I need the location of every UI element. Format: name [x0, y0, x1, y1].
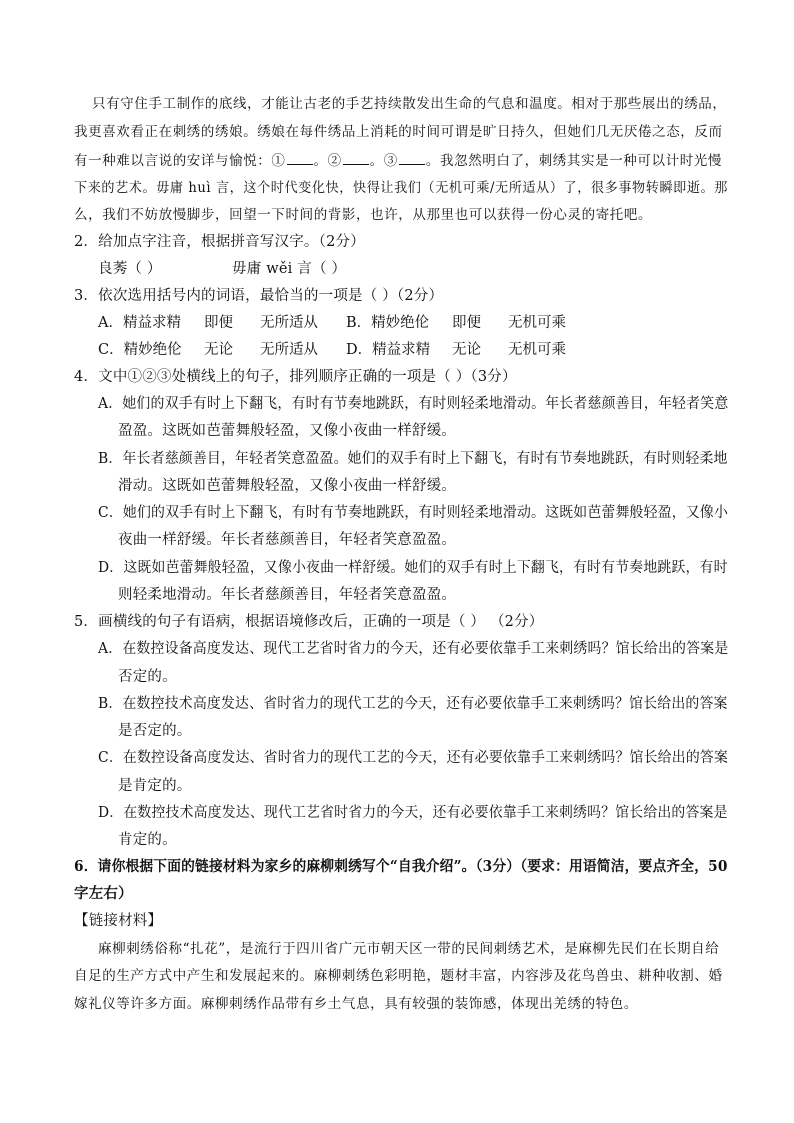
passage-line-3-part-b: 。②	[313, 153, 342, 169]
q4-option-a-line-1: A．她们的双手有时上下翻飞，有时有节奏地跳跃，有时则轻柔地滑动。年长者慈颜善目，年轻者笑意	[98, 396, 729, 412]
q5-option-a-line-1: A．在数控设备高度发达、现代工艺省时省力的今天，还有必要依靠手工来刺绣吗？馆长给出的答案是	[98, 641, 729, 657]
q3-option-c-word2: 无论	[204, 342, 233, 358]
q5-option-b-line-2: 是否定的。	[118, 723, 192, 739]
q3-option-a-word1: A．精益求精	[98, 315, 181, 331]
q3-stem: 3．依次选用括号内的词语，最恰当的一项是（ ）（2分）	[74, 288, 444, 304]
q3-option-c-word3: 无所适从	[260, 342, 318, 358]
q4-stem: 4．文中①②③处横线上的句子，排列顺序正确的一项是（ ）（3分）	[74, 369, 517, 385]
passage-line-3-part-d: 。我忽然明白了，刺绣其实是一种可以计时光慢	[425, 153, 723, 169]
q5-option-d-line-1: D．在数控技术高度发达、现代工艺省时省力的今天，还有必要依靠手工来刺绣吗？馆长给出的答案是	[98, 805, 728, 821]
q4-option-a-line-2: 盈盈。这既如芭蕾舞般轻盈，又像小夜曲一样舒缓。	[118, 423, 457, 439]
q2-item-2: 毋庸 wěi 言（ ）	[232, 261, 347, 277]
q4-option-b-line-2: 滑动。这既如芭蕾舞般轻盈，又像小夜曲一样舒缓。	[118, 478, 457, 494]
q3-option-d-word1: D．精益求精	[346, 342, 431, 358]
q5-option-c-line-2: 是肯定的。	[118, 778, 192, 794]
passage-line-5: 么，我们不妨放慢脚步，回望一下时间的背影，也许，从那里也可以获得一份心灵的寄托吧。	[74, 207, 653, 223]
q3-option-a-word2: 即便	[204, 315, 233, 331]
q2-stem: 2．给加点字注音，根据拼音写汉字。（2分）	[74, 234, 365, 250]
q2-item-1: 良莠（ ）	[98, 261, 162, 277]
passage-line-3-part-c: 。③	[369, 153, 398, 169]
q4-option-d-line-1: D．这既如芭蕾舞般轻盈，又像小夜曲一样舒缓。她们的双手有时上下翻飞，有时有节奏地跳跃，有时	[98, 560, 728, 576]
material-line-3: 嫁礼仪等许多方面。麻柳刺绣作品带有乡土气息，具有较强的装饰感，体现出羌绣的特色。	[74, 996, 638, 1012]
q5-option-c-line-1: C．在数控设备高度发达、省时省力的现代工艺的今天，还有必要依靠手工来刺绣吗？馆长给出的答案	[98, 750, 729, 766]
material-title: 【链接材料】	[74, 913, 163, 929]
q4-option-d-line-2: 则轻柔地滑动。年长者慈颜善目，年轻者笑意盈盈。	[118, 587, 457, 603]
q5-stem: 5．画横线的句子有语病，根据语境修改后，正确的一项是（ ） （2分）	[74, 614, 544, 630]
q3-option-b-word3: 无机可乘	[508, 315, 566, 331]
material-line-1: 麻柳刺绣俗称“扎花”，是流行于四川省广元市朝天区一带的民间刺绣艺术，是麻柳先民们在长期自给	[98, 941, 720, 957]
q4-option-c-line-2: 夜曲一样舒缓。年长者慈颜善目，年轻者笑意盈盈。	[118, 532, 457, 548]
q5-option-b-line-1: B．在数控技术高度发达、省时省力的现代工艺的今天，还有必要依靠手工来刺绣吗？馆长给出的答案	[98, 696, 728, 712]
q3-option-a-word3: 无所适从	[260, 315, 318, 331]
passage-line-1: 只有守住手工制作的底线，才能让古老的手艺持续散发出生命的气息和温度。相对于那些展出的绣品，	[92, 96, 727, 112]
material-line-2: 自足的生产方式中产生和发展起来的。麻柳刺绣色彩明艳，题材丰富，内容涉及花鸟兽虫、耕种收割、婚	[74, 968, 723, 984]
q3-option-d-word2: 无论	[452, 342, 481, 358]
blank-2	[343, 150, 369, 165]
q4-option-c-line-1: C．她们的双手有时上下翻飞，有时有节奏地跳跃，有时则轻柔地滑动。这既如芭蕾舞般轻盈，又像小	[98, 505, 729, 521]
passage-line-3-part-a: 有一种难以言说的安详与愉悦：①	[74, 153, 286, 169]
q4-option-b-line-1: B．年长者慈颜善目，年轻者笑意盈盈。她们的双手有时上下翻飞，有时有节奏地跳跃，有时则轻柔地	[98, 451, 728, 467]
q3-option-d-word3: 无机可乘	[508, 342, 566, 358]
passage-line-4: 下来的艺术。毋庸 huì 言，这个时代变化快，快得让我们（无机可乘/无所适从）了，很多事物转瞬即逝。那	[74, 180, 728, 196]
q5-option-d-line-2: 肯定的。	[118, 832, 177, 848]
passage-line-2: 我更喜欢看正在刺绣的绣娘。绣娘在每件绣品上消耗的时间可谓是旷日持久，但她们几无厌倦之态，反而	[74, 124, 723, 140]
q3-option-b-word1: B．精妙绝伦	[346, 315, 430, 331]
blank-1	[287, 150, 313, 165]
q6-stem-line-2: 字左右）	[74, 885, 133, 902]
q3-option-c-word1: C．精妙绝伦	[98, 342, 182, 358]
q3-option-b-word2: 即便	[452, 315, 481, 331]
q5-option-a-line-2: 否定的。	[118, 669, 177, 685]
passage-line-3	[74, 150, 722, 171]
blank-3	[399, 150, 425, 165]
q6-stem-line-1: 6．请你根据下面的链接材料为家乡的麻柳刺绣写个“自我介绍”。（3分）（要求：用语简洁，要点齐全，50	[74, 858, 728, 875]
